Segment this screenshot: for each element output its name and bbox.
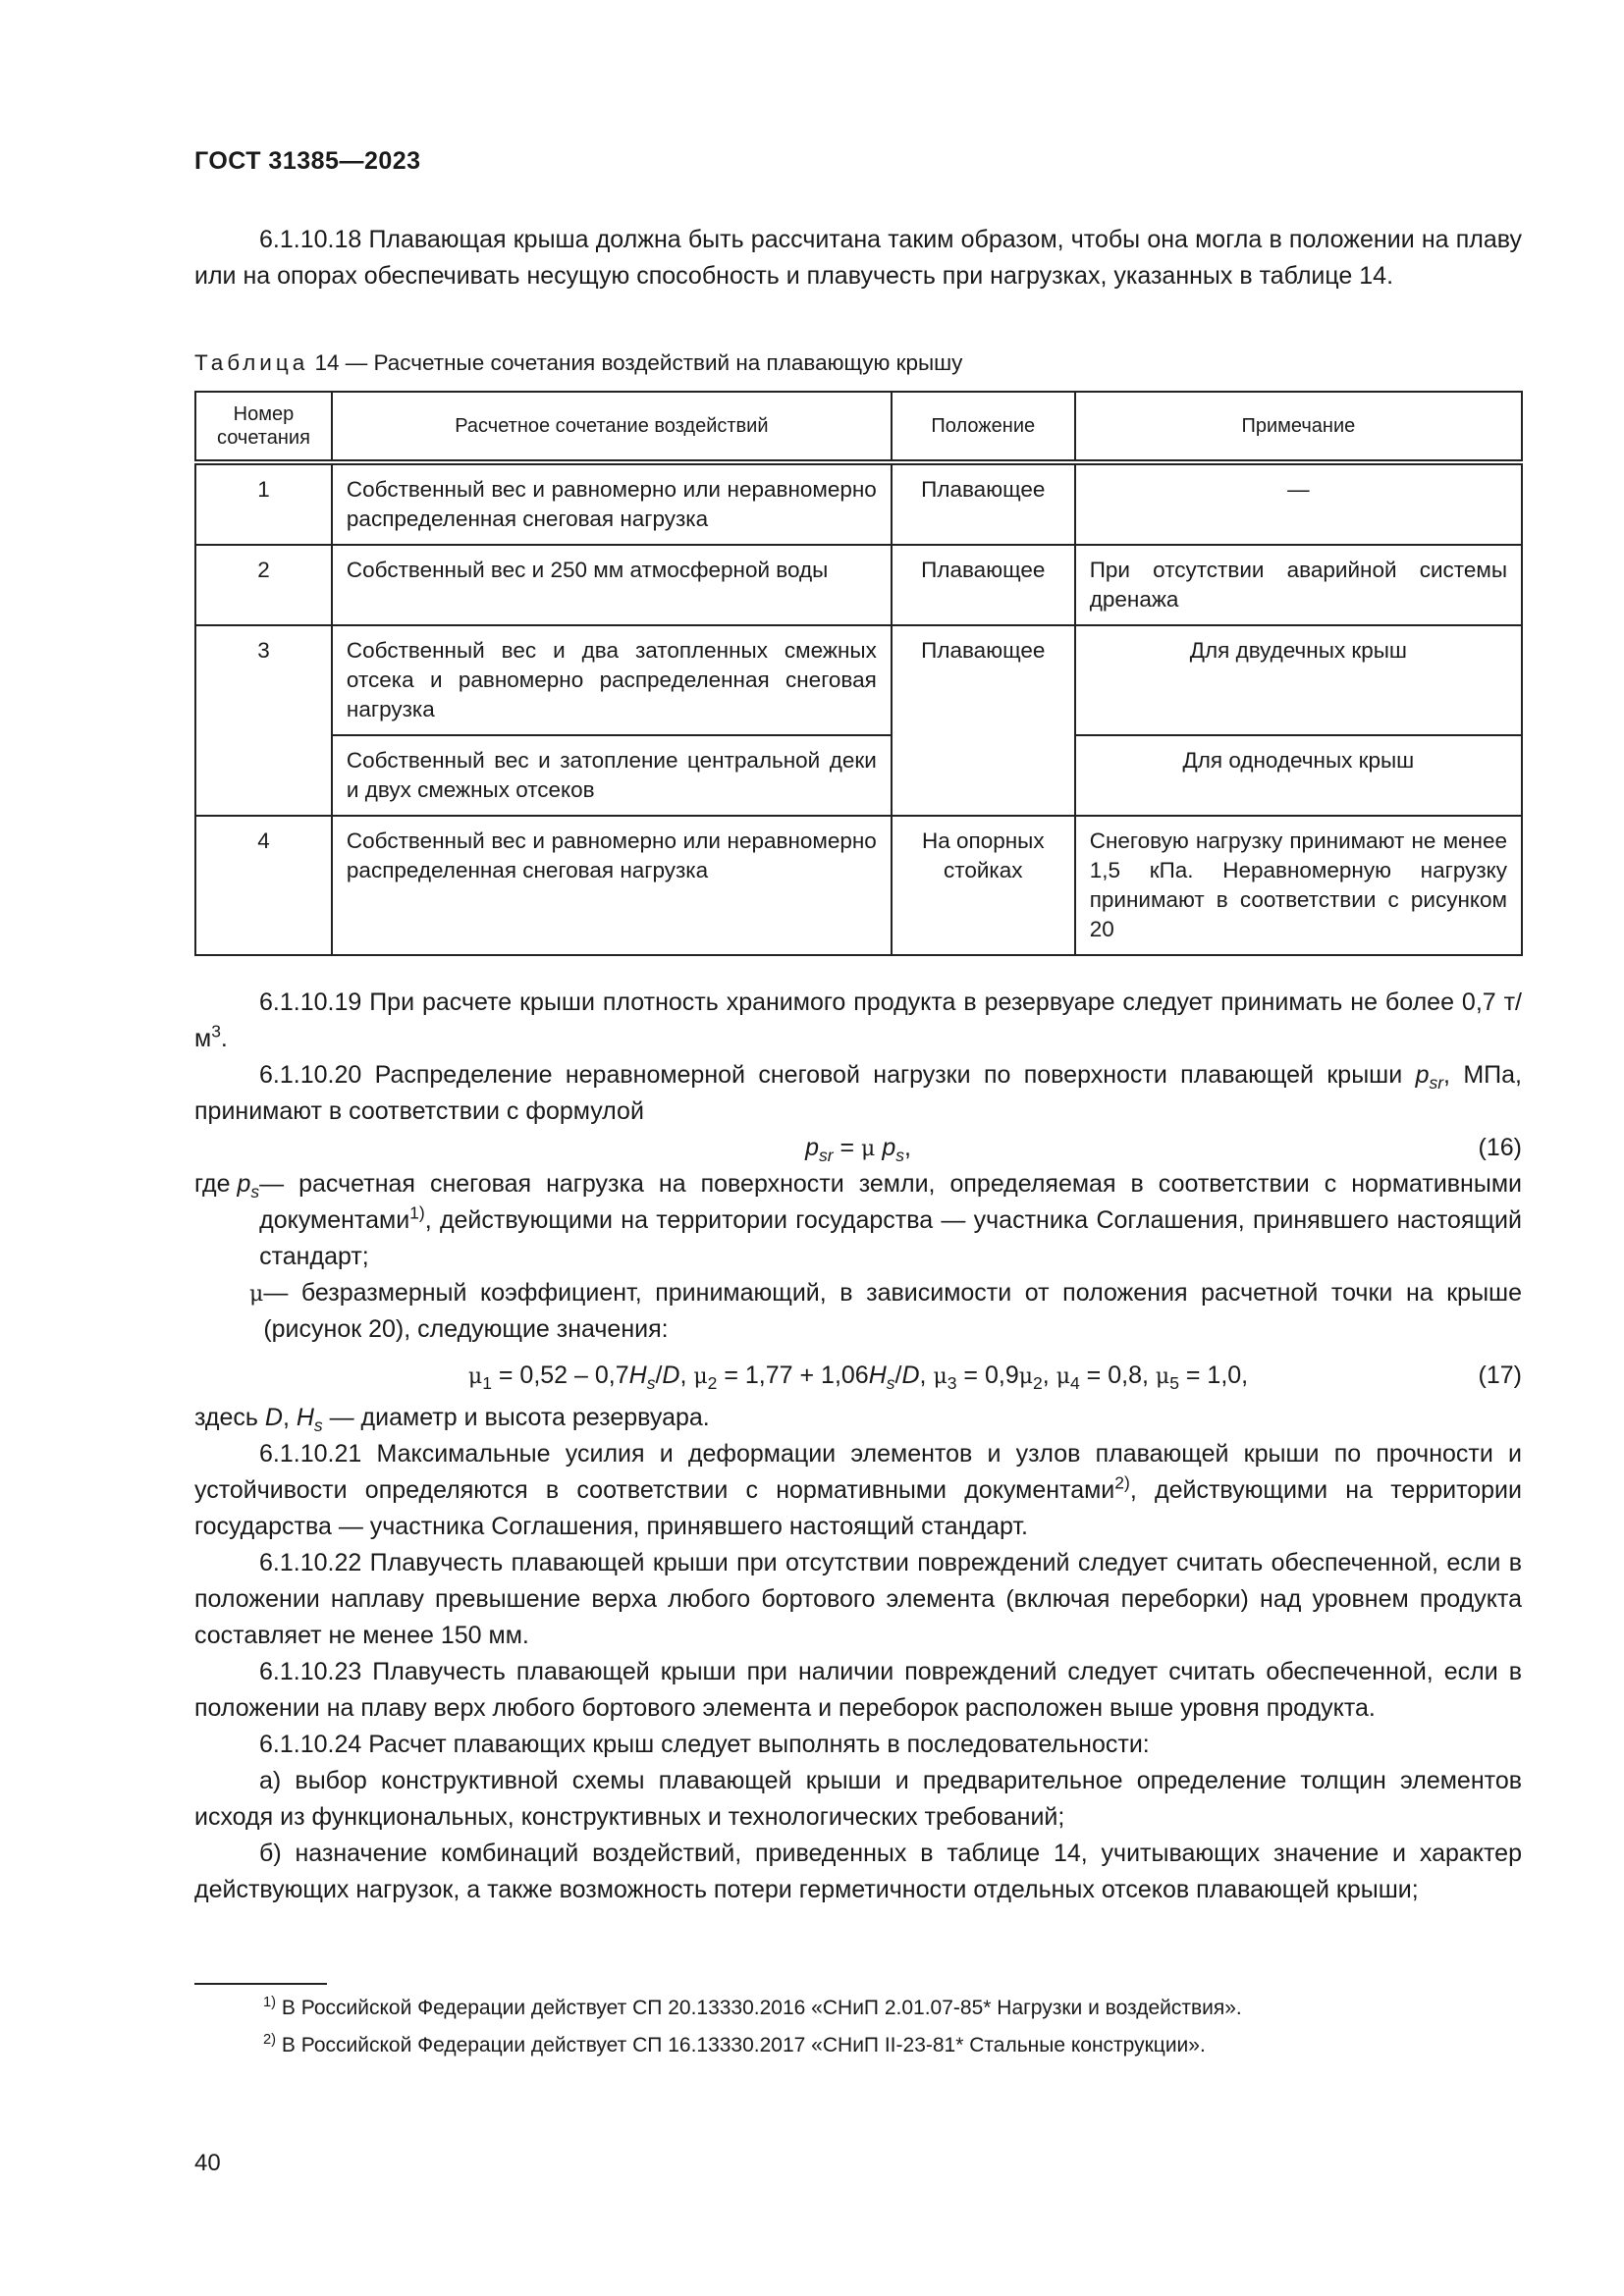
paragraph-6-1-10-19 bbox=[194, 985, 1522, 1057]
cell-position: Плавающее bbox=[892, 545, 1075, 625]
formula-16 bbox=[194, 1130, 1522, 1166]
cell-combination: Собственный вес и 250 мм атмосферной воды bbox=[332, 545, 892, 625]
cell-note: Для однодечных крыш bbox=[1075, 735, 1522, 816]
paragraph-6-1-10-23: 6.1.10.23 Плавучесть плавающей крыши при наличии повреждений следует считать обеспеченной, если в положении на плаву верх любого бортового элемента и переборок расположен выше уровня продукта. bbox=[194, 1658, 1522, 1722]
para-19-end: . bbox=[220, 1025, 228, 1052]
paragraph-6-1-10-21: 6.1.10.21 Максимальные усилия и деформации элементов и узлов плавающей крыши по прочности и устойчивости определяются в соответствии с нормативными документами$^{2)}$, действующими на территории государства — участника Соглашения, принявшего настоящий стандарт. bbox=[194, 1440, 1522, 1540]
para-19-text: 6.1.10.19 При расчете крыши плотность хранимого продукта в резервуаре следует принимать не более 0,7 т/м bbox=[194, 988, 1522, 1052]
cell-number: 3 bbox=[195, 625, 332, 816]
cell-position: Плавающее bbox=[892, 462, 1075, 545]
body-text-after-table bbox=[194, 985, 1522, 1908]
footnote-1-text: В Российской Федерации действует СП 20.13330.2016 «СНиП 2.01.07-85* Нагрузки и воздействия». bbox=[281, 1997, 1242, 2019]
cell-position: Плавающее bbox=[892, 625, 1075, 816]
para-19-sup: 3 bbox=[211, 1021, 221, 1041]
th-number: Номер сочетания bbox=[195, 392, 332, 462]
where-mu-body: — безразмерный коэффициент, принимающий, в зависимости от положения расчетной точки на крыше (рисунок 20), следующие значения: bbox=[263, 1279, 1522, 1343]
formula-16-number: (16) bbox=[1478, 1134, 1522, 1161]
where-ps-body: — расчетная снеговая нагрузка на поверхности земли, определяемая в соответствии с нормативными документами$^{1)}$, действующими на территории государства — участника Соглашения, принявшего настоящий стандарт; bbox=[259, 1170, 1522, 1270]
where-word: где bbox=[194, 1170, 231, 1198]
cell-combination: Собственный вес и равномерно или неравномерно распределенная снеговая нагрузка bbox=[332, 462, 892, 545]
cell-note: Для двудечных крыш bbox=[1075, 625, 1522, 735]
paragraph-6-1-10-22: 6.1.10.22 Плавучесть плавающей крыши при отсутствии повреждений следует считать обеспеченной, если в положении наплаву превышение верха любого бортового элемента (включая переборки) над уровнем продукта составляет не менее 150 мм. bbox=[194, 1549, 1522, 1649]
table-row bbox=[195, 545, 1522, 625]
cell-note: — bbox=[1075, 462, 1522, 545]
where-mu-label: μ bbox=[249, 1282, 264, 1307]
para-18-text: 6.1.10.18 Плавающая крыша должна быть рассчитана таким образом, чтобы она могла в положении на плаву или на опорах обеспечивать несущую способность и плавучесть при нагрузках, указанных в таблице 14. bbox=[194, 226, 1522, 290]
table-row bbox=[195, 462, 1522, 545]
here-definition: здесь D, $H_s$ — диаметр и высота резервуара. bbox=[194, 1404, 710, 1435]
cell-number: 2 bbox=[195, 545, 332, 625]
var-psr: $p_{sr}$ bbox=[1415, 1061, 1444, 1093]
footnote-1: $^{1)}$ В Российской Федерации действует СП 20.13330.2016 «СНиП 2.01.07-85* Нагрузки и воздействия». bbox=[263, 1995, 1242, 2019]
table-caption-prefix: Таблица bbox=[194, 350, 309, 375]
cell-note: Снеговую нагрузку принимают не менее 1,5 кПа. Неравномерную нагрузку принимают в соответствии с рисунком 20 bbox=[1075, 816, 1522, 955]
paragraph-6-1-10-24: 6.1.10.24 Расчет плавающих крыш следует выполнять в последовательности: bbox=[259, 1731, 1150, 1758]
para-20-text-a: 6.1.10.20 Распределение неравномерной снеговой нагрузки по поверхности плавающей крыши bbox=[259, 1061, 1416, 1089]
th-note: Примечание bbox=[1075, 392, 1522, 462]
cell-combination: Собственный вес и затопление центральной деки и двух смежных отсеков bbox=[332, 735, 892, 816]
para-21-text-a: 6.1.10.21 Максимальные усилия и деформации элементов и узлов плавающей крыши по прочности и устойчивости определяются в соответствии с нормативными документами bbox=[194, 1440, 1522, 1504]
where-ps-text-b: , действующими на территории государства — участника Соглашения, принявшего настоящий стандарт; bbox=[259, 1206, 1522, 1270]
cell-number: 4 bbox=[195, 816, 332, 955]
where-ps-text-a: — расчетная снеговая нагрузка на поверхности земли, определяемая в соответствии с нормативными документами bbox=[259, 1170, 1522, 1234]
table-14 bbox=[194, 391, 1523, 956]
footnote-2-text: В Российской Федерации действует СП 16.13330.2017 «СНиП II-23-81* Стальные конструкции». bbox=[281, 2034, 1206, 2056]
document-header: ГОСТ 31385—2023 bbox=[194, 147, 421, 175]
para-20-text-b: , МПа, принимают в соответствии с формулой bbox=[194, 1061, 1522, 1125]
cell-combination: Собственный вес и равномерно или неравномерно распределенная снеговая нагрузка bbox=[332, 816, 892, 955]
where-ps-label: где $p_s$ bbox=[194, 1170, 260, 1201]
th-combination: Расчетное сочетание воздействий bbox=[332, 392, 892, 462]
cell-combination: Собственный вес и два затопленных смежных отсека и равномерно распределенная снеговая нагрузка bbox=[332, 625, 892, 735]
formula-16-expression: $p_{sr} = \mu$ $p_s$, bbox=[805, 1134, 911, 1165]
cell-position: На опорных стойках bbox=[892, 816, 1075, 955]
formula-17 bbox=[194, 1358, 1522, 1394]
cell-number: 1 bbox=[195, 462, 332, 545]
table-header-row bbox=[195, 392, 1522, 462]
th-position: Положение bbox=[892, 392, 1075, 462]
cell-note: При отсутствии аварийной системы дренажа bbox=[1075, 545, 1522, 625]
footnote-2: $^{2)}$ В Российской Федерации действует СП 16.13330.2017 «СНиП II-23-81* Стальные конструкции». bbox=[263, 2032, 1206, 2056]
formula-17-number: (17) bbox=[1478, 1362, 1522, 1389]
para-21-text-b: , действующими на территории государства — участника Соглашения, принявшего настоящий стандарт. bbox=[194, 1476, 1522, 1540]
paragraph-6-1-10-20 bbox=[194, 1057, 1522, 1130]
where-mu bbox=[194, 1275, 1522, 1348]
table-caption bbox=[194, 350, 962, 376]
footnote-separator bbox=[194, 1983, 327, 1985]
page-number: 40 bbox=[194, 2150, 221, 2176]
table-row bbox=[195, 816, 1522, 955]
table-row bbox=[195, 625, 1522, 735]
paragraph-6-1-10-18 bbox=[194, 222, 1522, 294]
table-caption-rest: 14 — Расчетные сочетания воздействий на плавающую крышу bbox=[314, 350, 963, 375]
list-item-a: а) выбор конструктивной схемы плавающей крыши и предварительное определение толщин элементов исходя из функциональных, конструктивных и технологических требований; bbox=[194, 1767, 1522, 1831]
formula-17-expression: $\mu_1 = 0,52 - 0,7H_s/D$, $\mu_2 = 1,77 + 1,06H_s/D$, $\mu_3 = 0,9\mu_2$, $\mu_4 = 0,8$, $\mu_5 = 1,0$, bbox=[467, 1362, 1249, 1393]
here-text: — диаметр и высота резервуара. bbox=[322, 1404, 710, 1431]
where-ps bbox=[194, 1166, 1522, 1275]
list-item-b: б) назначение комбинаций воздействий, приведенных в таблице 14, учитывающих значение и характер действующих нагрузок, а также возможность потери герметичности отдельных отсеков плавающей крыши; bbox=[194, 1840, 1522, 1903]
table-row bbox=[195, 735, 1522, 816]
